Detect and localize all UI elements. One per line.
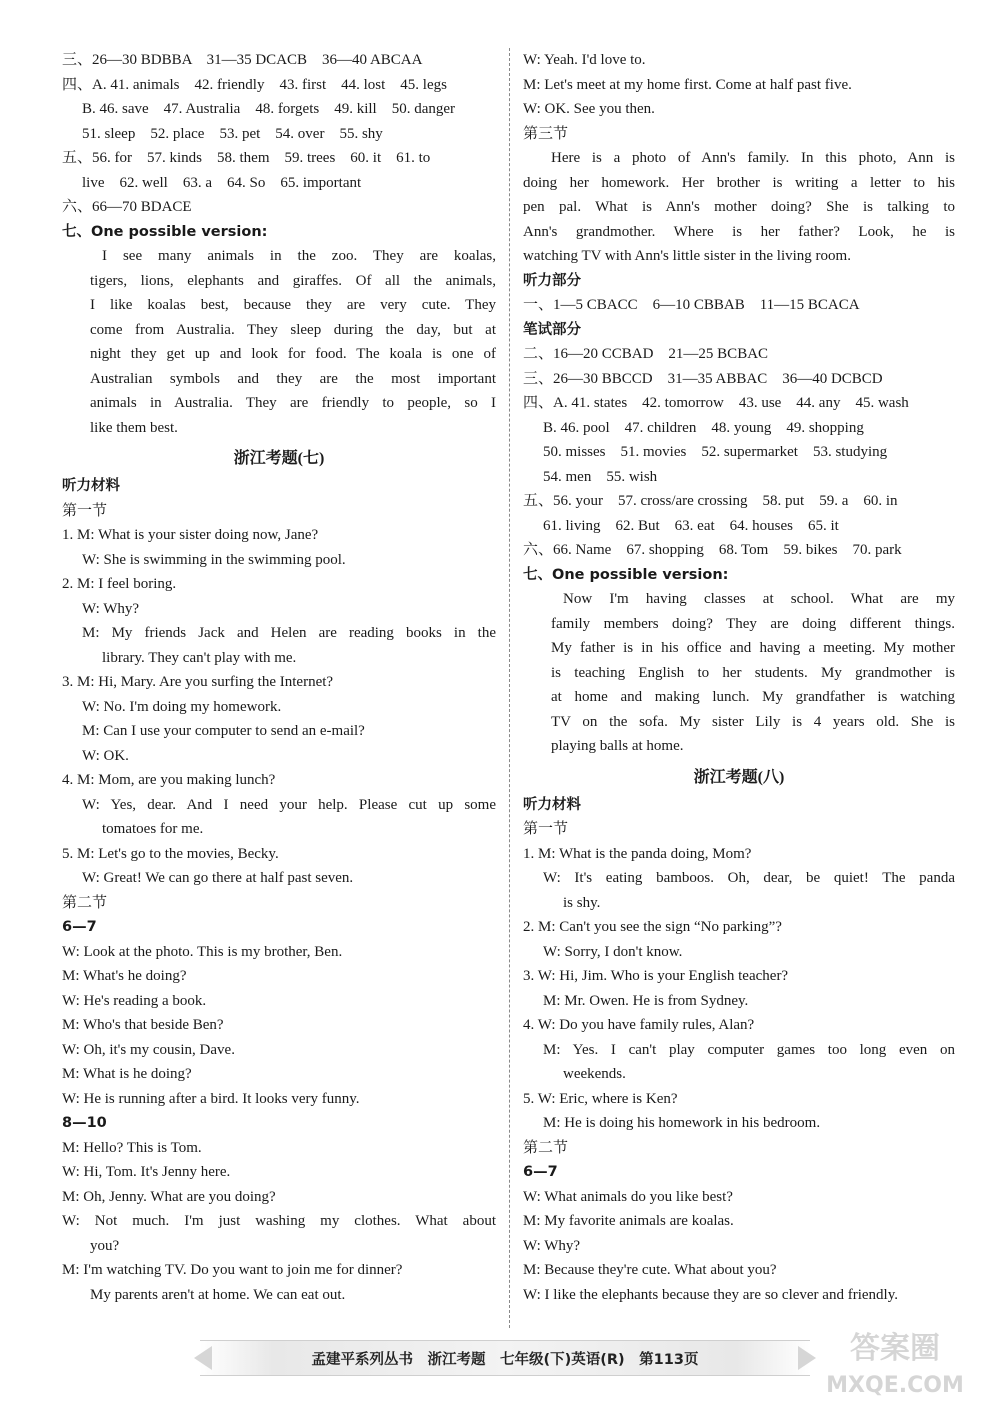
text-line: M: Oh, Jenny. What are you doing?	[62, 1188, 276, 1205]
text-line: My parents aren't at home. We can eat out.	[90, 1286, 346, 1303]
text-line: 第一节	[523, 821, 569, 837]
text-line: My father is in his office and having a meeting. My mother	[551, 640, 955, 656]
text-line: W: Hi, Tom. It's Jenny here.	[62, 1164, 231, 1180]
text-line: M: Mr. Owen. He is from Sydney.	[543, 992, 749, 1009]
text-line: 4. W: Do you have family rules, Alan?	[523, 1017, 755, 1033]
text-line: you?	[90, 1237, 120, 1254]
text-line: W: What animals do you like best?	[523, 1188, 733, 1205]
text-line: 三、26—30 BBCCD 31—35 ABBAC 36—40 DCBCD	[523, 370, 883, 387]
text-line: 6—7	[523, 1164, 558, 1180]
text-line: tigers, lions, elephants and giraffes. Of all the animals,	[90, 272, 496, 289]
column-divider	[509, 48, 510, 1328]
text-line: M: My friends Jack and Helen are reading books in the	[82, 625, 496, 641]
text-line: M: Can I use your computer to send an e-mail?	[82, 723, 365, 739]
text-line: animals in Australia. They are friendly to people, so I	[90, 395, 496, 411]
text-line: 五、56. your 57. cross/are crossing 58. put 59. a 60. in	[523, 493, 898, 509]
text-line: 六、66—70 BDACE	[62, 199, 192, 215]
text-line: is shy.	[563, 894, 601, 911]
text-line: W: Yes, dear. And I need your help. Please cut up some	[82, 796, 496, 813]
text-line: W: Great! We can go there at half past seven.	[82, 870, 354, 886]
text-line: Here is a photo of Ann's family. In this photo, Ann is	[551, 150, 955, 166]
text-line: I see many animals in the zoo. They are koalas,	[102, 248, 496, 264]
text-line: W: Yeah. I'd love to.	[523, 52, 646, 68]
text-line: 听力材料	[523, 796, 581, 813]
text-line: 第三节	[523, 125, 569, 142]
text-line: 1. M: What is the panda doing, Mom?	[523, 845, 752, 862]
text-line: W: Sorry, I don't know.	[543, 943, 683, 960]
text-line: night they get up and look for food. The koala is one of	[90, 346, 496, 362]
text-line: 二、16—20 CCBAD 21—25 BCBAC	[523, 346, 769, 362]
text-line: at home and making lunch. My grandfather is watching	[551, 689, 955, 705]
text-line: 3. W: Hi, Jim. Who is your English teacher?	[523, 968, 789, 984]
text-line: M: I'm watching TV. Do you want to join me for dinner?	[62, 1262, 403, 1278]
text-line: W: Not much. I'm just washing my clothes. What about	[62, 1213, 496, 1229]
text-line: W: She is swimming in the swimming pool.	[82, 551, 346, 568]
text-line: Now I'm having classes at school. What are my	[563, 591, 955, 607]
text-line: 51. sleep 52. place 53. pet 54. over 55. shy	[82, 125, 383, 142]
text-line: M: He is doing his homework in his bedroom.	[543, 1115, 821, 1131]
text-line: 第一节	[62, 502, 108, 519]
text-line: 5. M: Let's go to the movies, Becky.	[62, 845, 279, 862]
text-line: 五、56. for 57. kinds 58. them 59. trees 60. it 61. to	[62, 150, 431, 166]
text-line: 三、26—30 BDBBA 31—35 DCACB 36—40 ABCAA	[62, 52, 423, 68]
text-line: 6—7	[62, 919, 97, 935]
left-column	[62, 48, 496, 1307]
text-line: 8—10	[62, 1115, 107, 1131]
text-line: 1. M: What is your sister doing now, Jane?	[62, 527, 319, 543]
text-line: Ann's grandmother. Where is her father? Look, he is	[523, 223, 955, 240]
text-line: 七、One possible version:	[523, 566, 729, 583]
section-title: 浙江考题(八)	[693, 768, 785, 786]
text-line: watching TV with Ann's little sister in the living room.	[523, 248, 851, 264]
text-line: M: What is he doing?	[62, 1066, 192, 1082]
text-line: 第二节	[523, 1139, 569, 1156]
text-line: M: Who's that beside Ben?	[62, 1017, 224, 1033]
watermark-logo	[815, 1322, 975, 1402]
text-line: is teaching English to her students. My grandmother is	[551, 664, 955, 681]
section-title: 浙江考题(七)	[233, 450, 325, 467]
text-line: 七、One possible version:	[62, 223, 268, 240]
text-line: W: I like the elephants because they are so clever and friendly.	[523, 1286, 898, 1303]
text-line: M: What's he doing?	[62, 968, 187, 984]
text-line: 54. men 55. wish	[543, 468, 658, 485]
text-line: library. They can't play with me.	[102, 649, 297, 666]
text-line: 2. M: Can't you see the sign “No parking”?	[523, 919, 782, 935]
text-line: 3. M: Hi, Mary. Are you surfing the Internet?	[62, 674, 334, 690]
text-line: W: He's reading a book.	[62, 992, 207, 1009]
text-line: pen pal. What is Ann's mother doing? She is talking to	[523, 199, 955, 215]
text-line: 六、66. Name 67. shopping 68. Tom 59. bikes 70. park	[523, 542, 902, 558]
text-line: TV on the sofa. My sister Lily is 4 years old. She is	[551, 713, 955, 730]
text-line: 四、A. 41. states 42. tomorrow 43. use 44. any 45. wash	[523, 395, 909, 411]
text-line: 一、1—5 CBACC 6—10 CBBAB 11—15 BCACA	[523, 297, 860, 313]
text-line: W: Oh, it's my cousin, Dave.	[62, 1041, 235, 1058]
text-line: W: No. I'm doing my homework.	[82, 698, 282, 715]
text-line: 4. M: Mom, are you making lunch?	[62, 772, 276, 788]
text-line: weekends.	[563, 1066, 626, 1082]
text-line: B. 46. pool 47. children 48. young 49. shopping	[543, 419, 864, 436]
text-line: 61. living 62. But 63. eat 64. houses 65. it	[543, 517, 839, 534]
text-line: 2. M: I feel boring.	[62, 576, 177, 592]
text-line: W: OK.	[82, 747, 129, 764]
text-line: 50. misses 51. movies 52. supermarket 53. studying	[543, 444, 888, 460]
page-footer	[200, 1340, 810, 1376]
footer-text: 孟建平系列丛书 浙江考题 七年级(下)英语(R) 第113页	[311, 1352, 699, 1368]
text-line: come from Australia. They sleep during the day, but at	[90, 321, 496, 338]
footer-right-arrow-icon	[798, 1346, 816, 1370]
text-line: W: He is running after a bird. It looks very funny.	[62, 1090, 360, 1107]
text-line: 第二节	[62, 894, 108, 911]
text-line: W: It's eating bamboos. Oh, dear, be quiet! The panda	[543, 870, 955, 886]
text-line: M: Yes. I can't play computer games too long even on	[543, 1041, 955, 1058]
watermark-url: MXQE.COM	[826, 1373, 964, 1398]
text-line: 四、A. 41. animals 42. friendly 43. first 44. lost 45. legs	[62, 76, 447, 93]
watermark-title: 答案圈	[850, 1331, 940, 1366]
text-line: 听力部分	[523, 272, 581, 289]
text-line: 听力材料	[62, 478, 120, 494]
text-line: B. 46. save 47. Australia 48. forgets 49. kill 50. danger	[82, 101, 456, 117]
text-line: tomatoes for me.	[102, 821, 204, 837]
text-line: live 62. well 63. a 64. So 65. important	[82, 174, 362, 191]
text-line: W: OK. See you then.	[523, 101, 655, 117]
text-line: M: Hello? This is Tom.	[62, 1139, 202, 1156]
text-line: M: Because they're cute. What about you?	[523, 1262, 777, 1278]
text-line: family members doing? They are doing different things.	[551, 615, 955, 632]
text-line: M: Let's meet at my home first. Come at half past five.	[523, 76, 852, 93]
text-line: 笔试部分	[523, 321, 581, 338]
text-line: Australian symbols and they are the most important	[90, 370, 496, 387]
text-line: like them best.	[90, 419, 178, 436]
right-column	[523, 48, 955, 1307]
text-line: I like koalas best, because they are very cute. They	[90, 297, 496, 313]
text-line: W: Look at the photo. This is my brother, Ben.	[62, 943, 343, 960]
text-line: W: Why?	[82, 600, 140, 617]
text-line: playing balls at home.	[551, 738, 684, 754]
text-line: W: Why?	[523, 1237, 581, 1254]
text-line: M: My favorite animals are koalas.	[523, 1213, 734, 1229]
text-line: doing her homework. Her brother is writing a letter to his	[523, 174, 955, 191]
text-line: 5. W: Eric, where is Ken?	[523, 1090, 678, 1107]
